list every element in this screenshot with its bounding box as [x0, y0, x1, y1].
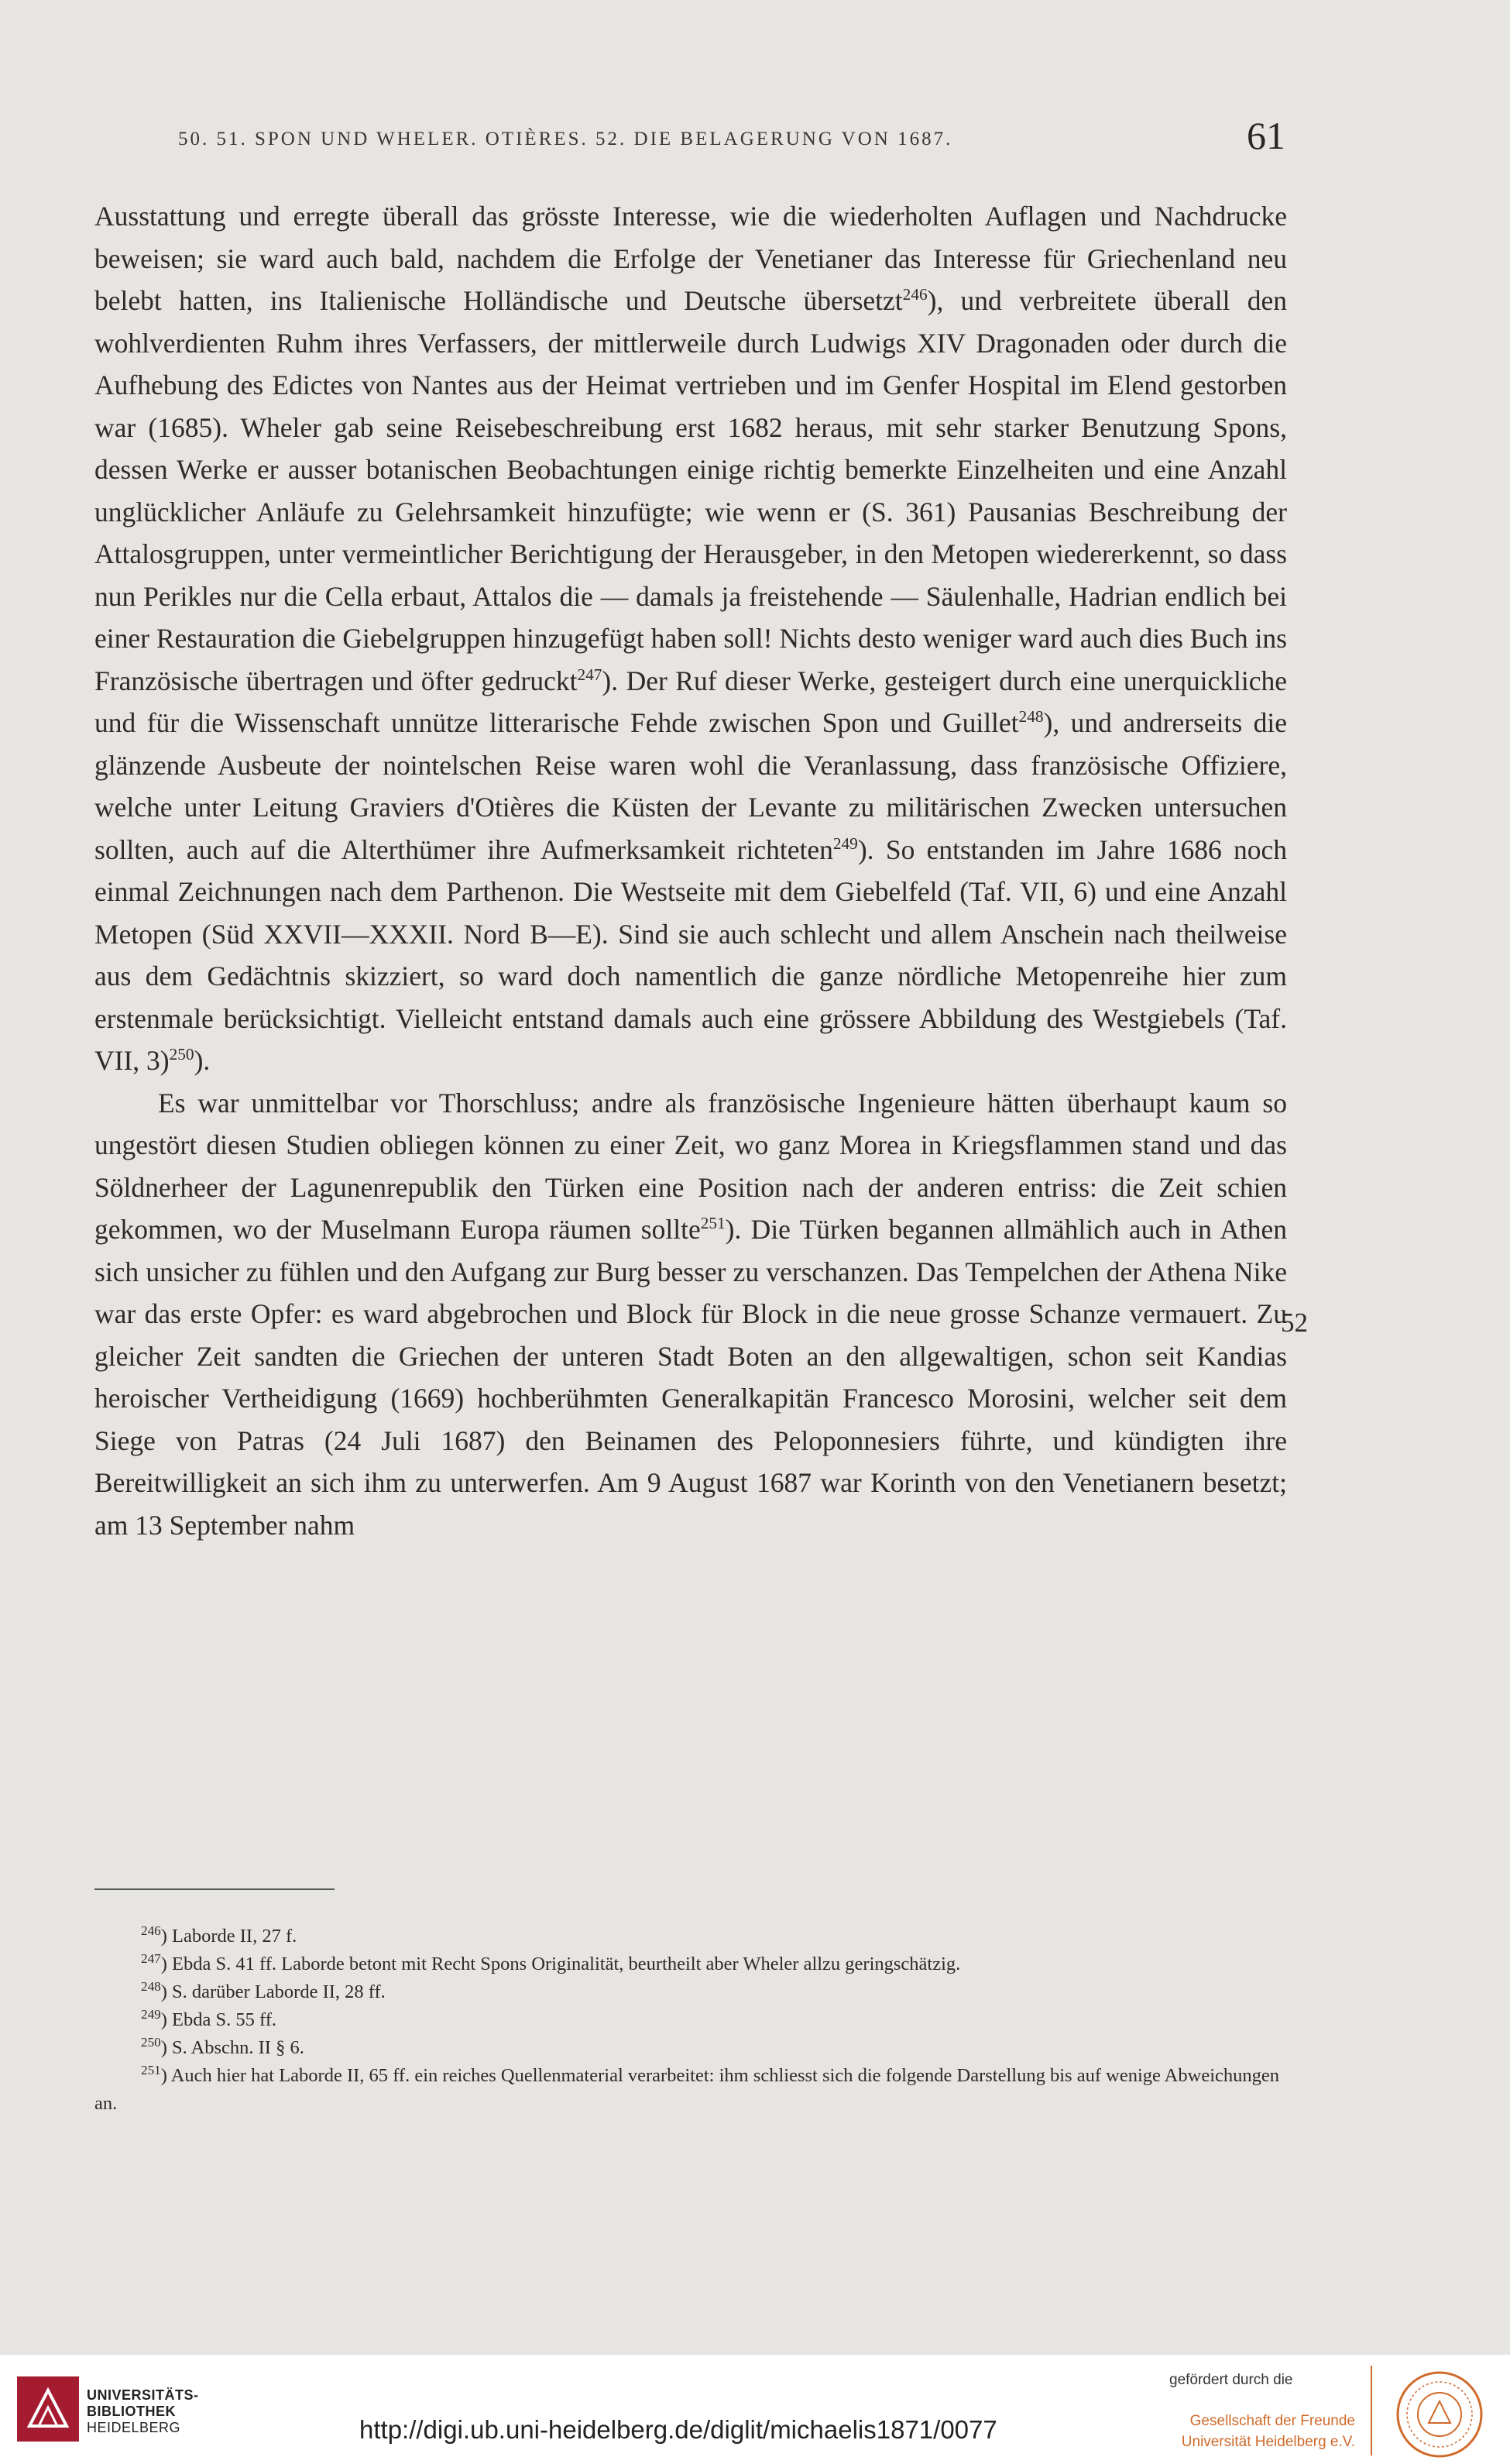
library-name [87, 2387, 199, 2436]
paragraph-1 [94, 195, 1287, 1082]
text-run: Ausstattung und erregte überall das grösste Interesse, wie die wiederholten Auflagen und Nachdrucke beweisen; sie ward auch bald, nachdem die Erfolge der Venetianer das Interesse für Griechenland neu belebt hatten, ins Italienische Holländische und Deutsche übersetzt [94, 201, 1287, 316]
footnote-number: 251 [141, 2062, 161, 2077]
footnote-number: 247 [141, 1950, 161, 1966]
footnote: $^{250}$) S. Abschn. II § 6. [141, 2034, 304, 2058]
text-run: ). Der Ruf dieser Werke, gesteigert durch eine unerquickliche und für die Wissenschaft unnütze litterarische Fehde zwischen Spon und Guillet [94, 665, 1287, 738]
main-text [94, 195, 1287, 1546]
footnote-text: Laborde II, 27 f. [172, 1926, 297, 1947]
text-run: ), und andrerseits die glänzende Ausbeute der nointelschen Reise waren wohl die Veranlassung, dass französische Offiziere, welche unter Leitung Graviers d'Otières die Küsten der Levante zu militärischen Zwecken untersuchen sollten, auch auf die Alterthümer ihre Aufmerksamkeit richteten [94, 707, 1287, 865]
footnote-ref: 247 [577, 665, 602, 684]
text-run: ). So entstanden im Jahre 1686 noch einmal Zeichnungen nach dem Parthenon. Die Westseite mit dem Giebelfeld (Taf. VII, 6) und eine Anzahl Metopen (Süd XXVII—XXXII. Nord B—E). Sind sie auch schlecht und allem Anschein nach theilweise aus dem Gedächtnis skizziert, so ward doch namentlich die ganze nördliche Metopenreihe hier zum erstenmale berücksichtigt. Vielleicht entstand damals auch eine grössere Abbildung des Westgiebels (Taf. VII, 3) [94, 833, 1288, 1076]
footnote: $^{251}$) Auch hier hat Laborde II, 65 ff. ein reiches Quellenmaterial verarbeitet: ihm schliesst sich die folgende Darstellung bis auf wenige Abweichungen an. [94, 2062, 1279, 2114]
footnote-number: 249 [141, 2006, 161, 2022]
library-name-line: HEIDELBERG [87, 2420, 181, 2435]
footnote-ref: 250 [169, 1045, 194, 1064]
library-name-line: UNIVERSITÄTS- [87, 2387, 199, 2403]
running-header [178, 114, 1293, 157]
library-name-line: BIBLIOTHEK [87, 2404, 176, 2419]
footnote-text: Auch hier hat Laborde II, 65 ff. ein reiches Quellenmaterial verarbeitet: ihm schliesst sich die folgende Darstellung bis auf wenige Abweichungen an. [94, 2065, 1279, 2114]
footnote-number: 250 [141, 2034, 161, 2050]
footnote-ref: 246 [902, 285, 928, 304]
sponsor-label: gefördert durch die [1169, 2372, 1293, 2388]
sponsor-name[interactable] [1169, 2411, 1355, 2452]
footnotes [94, 1923, 1279, 2118]
footnote: $^{249}$) Ebda S. 55 ff. [141, 2006, 276, 2030]
text-run: ). Die Türken begannen allmählich auch in Athen sich unsicher zu fühlen und den Aufgang zur Burg besser zu verschanzen. Das Tempelchen der Athena Nike war das erste Opfer: es ward abgebrochen und Block für Block in die neue grosse Schanze vermauert. Zu gleicher Zeit sandten die Griechen der unteren Stadt Boten an den allgewaltigen, schon seit Kandias heroischer Vertheidigung (1669) hochberühmten Generalkapitän Francesco Morosini, welcher seit dem Siege von Patras (24 Juli 1687) den Beinamen des Peloponnesiers führte, und kündigten ihre Bereitwilligkeit an sich ihm zu unterwerfen. Am 9 August 1687 war Korinth von den Venetianern besetzt; am 13 September nahm [94, 1214, 1287, 1541]
footnote-text: Ebda S. 55 ff. [172, 2009, 276, 2030]
footnote-text: S. Abschn. II § 6. [172, 2037, 304, 2058]
running-title: 50. 51. SPON UND WHELER. OTIÈRES. 52. DIE BELAGERUNG VON 1687. [178, 129, 953, 149]
viewer-footer [0, 2355, 1510, 2464]
text-run: Es war unmittelbar vor Thorschluss; andre als französische Ingenieure hätten überhaupt kaum so ungestört diesen Studien obliegen können zu einer Zeit, wo ganz Morea in Kriegsflammen stand und das Söldnerheer der Lagunenrepublik den Türken eine Position nach der anderen entriss: die Zeit schien gekommen, wo der Muselmann Europa räumen sollte [94, 1087, 1287, 1245]
page-number: 61 [1247, 114, 1285, 157]
text-run: ), und verbreitete überall den wohlverdienten Ruhm ihres Verfassers, der mittlerweile durch Ludwigs XIV Dragonaden oder durch die Aufhebung des Edictes von Nantes aus der Heimat vertrieben und im Genfer Hospital im Elend gestorben war (1685). Wheler gab seine Reisebeschreibung erst 1682 heraus, mit sehr starker Benutzung Spons, dessen Werke er ausser botanischen Beobachtungen einige richtig bemerkte Einzelheiten und eine Anzahl unglücklicher Anläufe zu Gelehrsamkeit hinzufügte; wie wenn er (S. 361) Pausanias Beschreibung der Attalosgruppen, unter vermeintlicher Berichtigung der Herausgeber, in den Metopen wiedererkennt, so dass nun Perikles nur die Cella erbaut, Attalos die — damals ja freistehende — Säulenhalle, Hadrian endlich bei einer Restauration die Giebelgruppen hinzugefügt haben soll! Nichts desto weniger ward auch dies Buch ins Französische übertragen und öfter gedruckt [94, 285, 1287, 696]
footer-divider [1371, 2366, 1372, 2455]
permalink-url[interactable]: http://digi.ub.uni-heidelberg.de/diglit/michaelis1871/0077 [359, 2415, 997, 2444]
sponsor-name-line: Gesellschaft der Freunde [1189, 2413, 1355, 2429]
footnote-number: 246 [141, 1923, 161, 1938]
library-emblem-icon [17, 2376, 79, 2442]
text-run: ). [194, 1045, 211, 1076]
sponsor-name-line: Universität Heidelberg e.V. [1181, 2434, 1355, 2450]
section-marker: 52 [1281, 1308, 1308, 1338]
university-seal-icon [1394, 2369, 1485, 2460]
footnote: $^{248}$) S. darüber Laborde II, 28 ff. [141, 1978, 386, 2002]
footnote: $^{246}$) Laborde II, 27 f. [141, 1923, 297, 1947]
footnote-ref: 251 [700, 1214, 726, 1233]
footnote-number: 248 [141, 1978, 161, 1994]
footnote-ref: 249 [832, 833, 858, 853]
footnote-divider [94, 1888, 335, 1890]
footnote-text: Ebda S. 41 ff. Laborde betont mit Recht Spons Originalität, beurtheilt aber Wheler allzu geringschätzig. [172, 1954, 961, 1974]
footnote: $^{247}$) Ebda S. 41 ff. Laborde betont mit Recht Spons Originalität, beurtheilt aber Wheler allzu geringschätzig. [141, 1950, 961, 1974]
footnote-ref: 248 [1018, 707, 1044, 727]
footnote-text: S. darüber Laborde II, 28 ff. [172, 1981, 386, 2002]
paragraph-2 [94, 1082, 1287, 1547]
university-library-logo[interactable] [17, 2376, 79, 2442]
